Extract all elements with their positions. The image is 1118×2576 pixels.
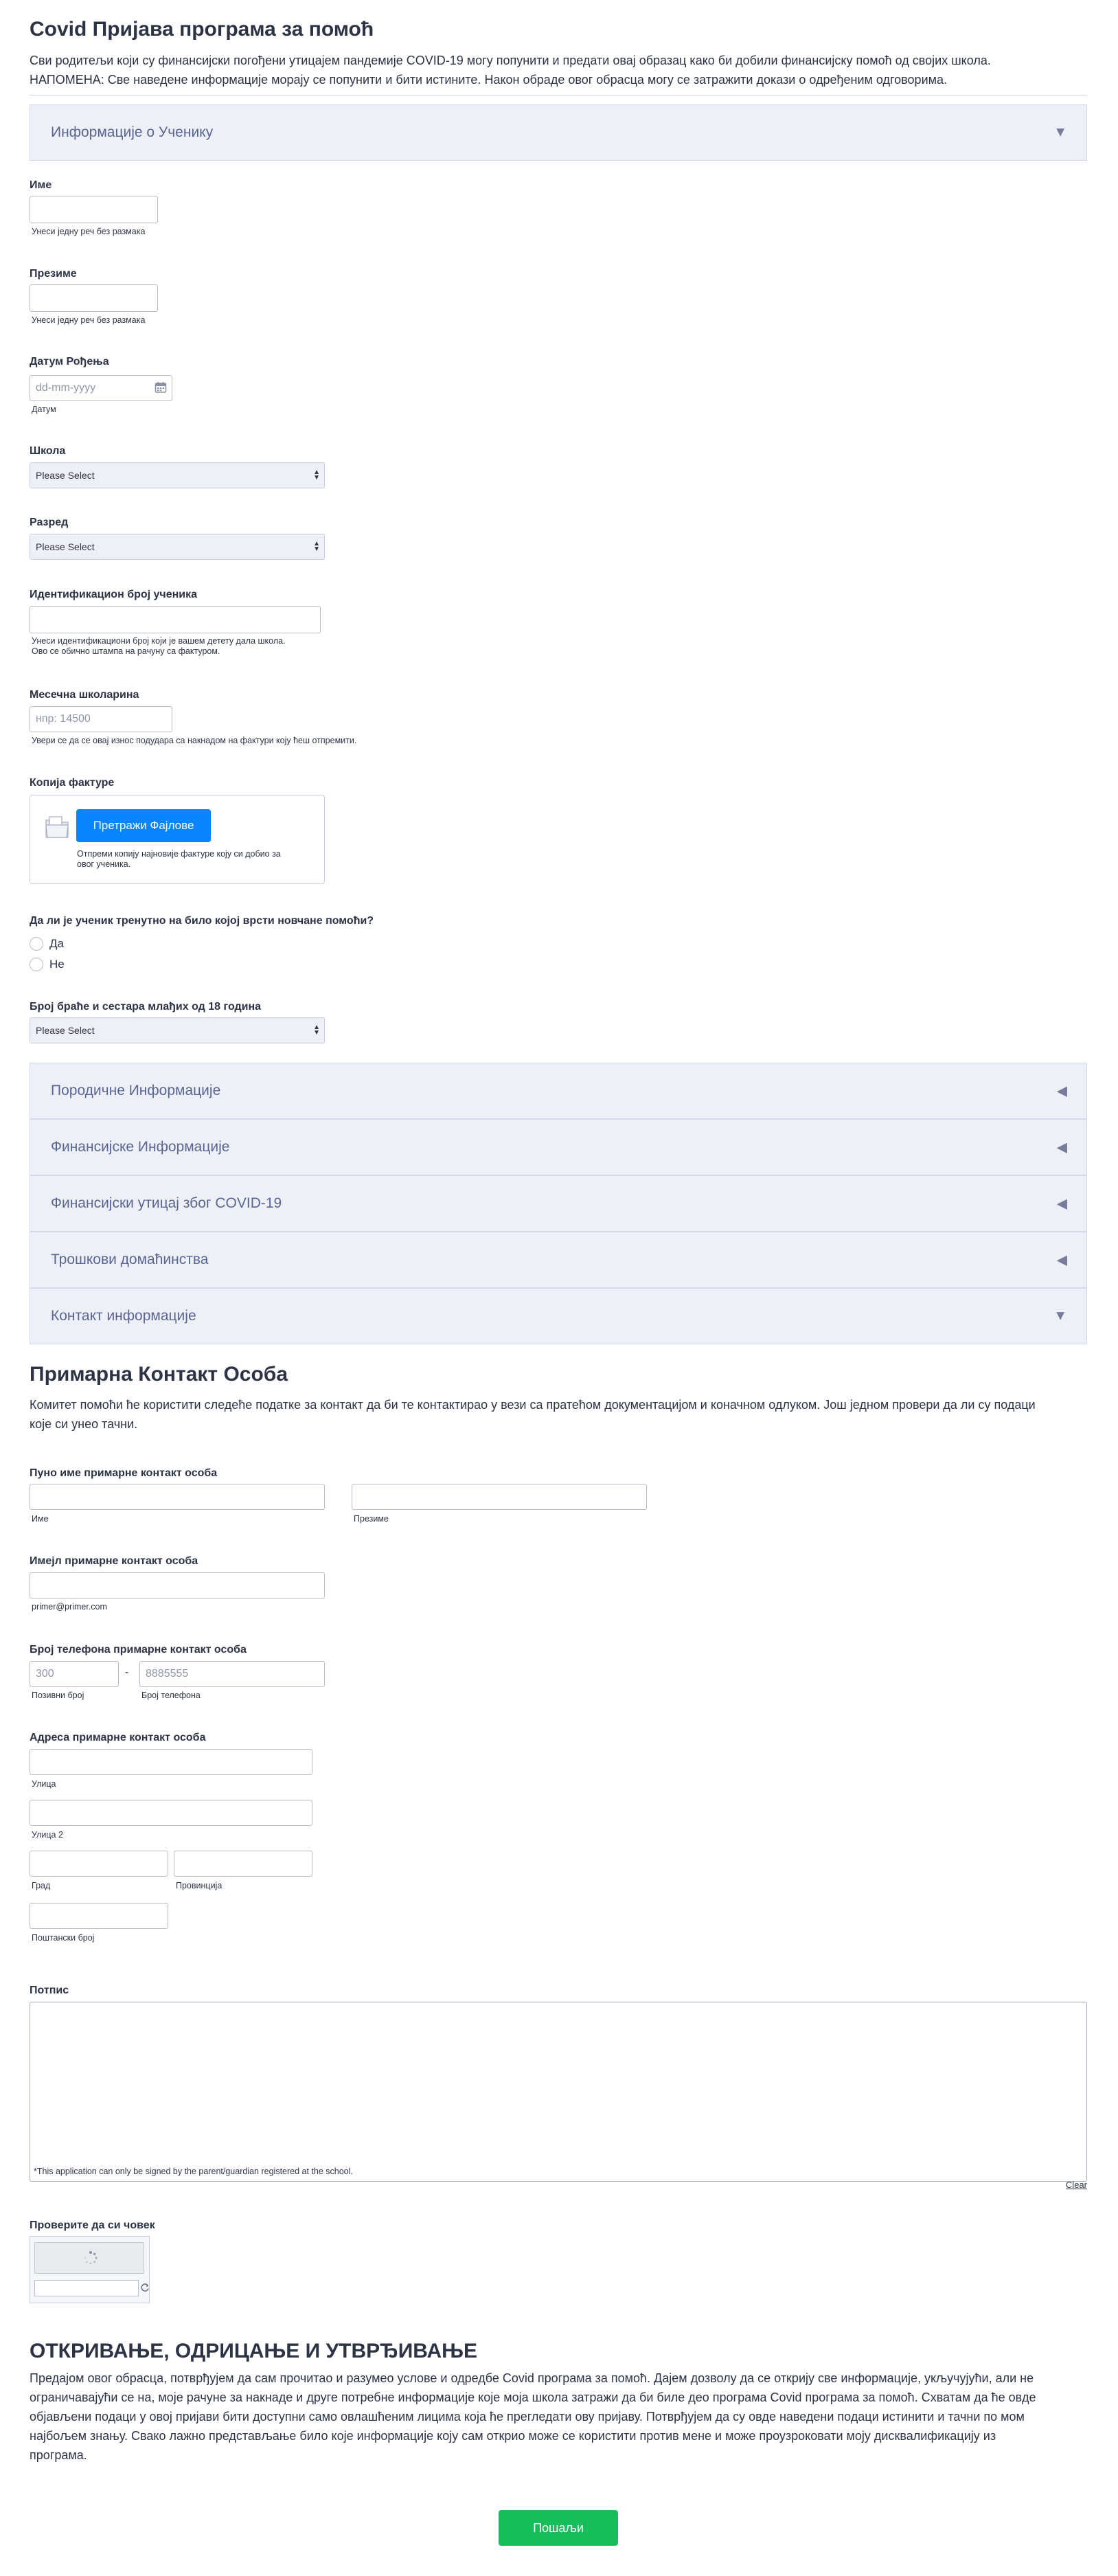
street2-sub: Улица 2	[32, 1830, 63, 1840]
intro-line-1: Сви родитељи који су финансијски погођени утицајем пандемије COVID-19 могу попунити и предати овај образац како би добили финансијску помоћ од својих школа.	[30, 54, 991, 67]
disclosure-line-2: ограничавајући се на, моје рачуне за накнаде и друге потребне информације које моја школа затражи да би биле део програма Covid програма за помоћ. Схватам да ће овде	[30, 2391, 1036, 2404]
loading-spinner-icon	[83, 2250, 98, 2269]
disclosure-line-1: Предајом овог обрасца, потврђујем да сам прочитао и разумео услове и одредбе Covid програма за помоћ. Дајем дозволу да се открију све информације, укључујући, али не	[30, 2371, 1034, 2385]
phone-label: Број телефона примарне контакт особа	[30, 1644, 247, 1656]
zip-sub: Поштански број	[32, 1933, 95, 1943]
captcha-box[interactable]	[30, 2236, 150, 2303]
aid-no-label[interactable]: Не	[49, 958, 65, 971]
disclosure-text	[30, 2369, 1101, 2465]
city-input[interactable]	[30, 1851, 168, 1877]
school-label: Школа	[30, 445, 66, 457]
section-family-label: Породичне Информације	[51, 1083, 221, 1098]
aid-label: Да ли је ученик тренутно на било којој врсти новчане помоћи?	[30, 915, 374, 927]
student-id-sub	[32, 636, 286, 657]
province-sub: Провинција	[176, 1881, 223, 1890]
chevron-left-icon: ◀	[1056, 1140, 1067, 1155]
email-input[interactable]	[30, 1572, 325, 1598]
aid-yes-label[interactable]: Да	[49, 937, 64, 950]
phone-dash: -	[125, 1667, 129, 1678]
grade-select-value: Please Select	[36, 541, 95, 552]
section-family-info[interactable]	[30, 1063, 1087, 1119]
clear-signature-link[interactable]: Clear	[1065, 2180, 1087, 2190]
tuition-sub: Увери се да се овај износ подудара са накнадом на фактури коју ћеш отпремити.	[32, 736, 357, 745]
school-select-value: Please Select	[36, 470, 95, 481]
section-contact-label: Контакт информације	[51, 1308, 196, 1324]
signature-pad[interactable]	[30, 2002, 1087, 2182]
grade-select[interactable]	[30, 534, 325, 560]
address-label: Адреса примарне контакт особа	[30, 1732, 206, 1743]
contact-heading: Примарна Контакт Особа	[30, 1363, 288, 1386]
chevron-left-icon: ◀	[1056, 1196, 1067, 1212]
invoice-sub	[77, 849, 281, 870]
email-label: Имејл примарне контакт особа	[30, 1555, 198, 1567]
phone-number-placeholder: 8885555	[146, 1668, 189, 1680]
section-covid-impact[interactable]	[30, 1175, 1087, 1232]
fullname-label: Пуно име примарне контакт особа	[30, 1467, 218, 1479]
contact-last-name-input[interactable]	[352, 1484, 647, 1510]
dob-label: Датум Рођења	[30, 356, 109, 368]
aid-no-radio[interactable]	[30, 958, 43, 971]
captcha-image	[34, 2242, 144, 2274]
school-select[interactable]	[30, 462, 325, 488]
province-input[interactable]	[174, 1851, 312, 1877]
refresh-icon[interactable]	[141, 2282, 150, 2296]
last-name-input[interactable]	[30, 284, 158, 312]
section-student-label: Информације о Ученику	[51, 124, 214, 140]
first-name-label: Име	[30, 179, 52, 191]
select-arrows-icon: ▲ ▼	[313, 1024, 320, 1037]
disclosure-line-3: објављени подаци у овој пријави бити доступни само овлашћеним лицима која ће прегледати ову пријаву. Потврђујем да су овде наведени подаци истинити и тачни по мом	[30, 2410, 1025, 2424]
select-arrows-icon: ▲ ▼	[313, 468, 320, 482]
submit-button[interactable]: Пошаљи	[499, 2510, 618, 2546]
disclosure-line-4: најбољем знању. Свако лажно представљање било које информације коју сам открио може се користити против мене и може проузроковати моју дисквалификацију из	[30, 2429, 996, 2443]
student-id-sub-line-1: Унеси идентификациони број који је вашем детету дала школа.	[32, 636, 286, 646]
first-name-sub: Унеси једну реч без размака	[32, 227, 146, 236]
page-title: Covid Пријава програма за помоћ	[30, 18, 374, 41]
select-arrows-icon: ▲ ▼	[313, 540, 320, 553]
first-name-input[interactable]	[30, 196, 158, 223]
signature-note: *This application can only be signed by the parent/guardian registered at the school.	[34, 2167, 353, 2176]
section-household-label: Трошкови домаћинства	[51, 1252, 209, 1267]
section-student-info[interactable]	[30, 104, 1087, 161]
siblings-label: Број браће и сестара млађих од 18 година	[30, 1001, 262, 1013]
area-code-placeholder: 300	[36, 1668, 54, 1680]
contact-intro: Комитет помоћи ће користити следеће податке за контакт да би те контактирао у вези са пратећом документацијом и коначном одлуком. Још једном провери да ли су подаци које си унео тачни.	[30, 1398, 1036, 1431]
tuition-label: Месечна школарина	[30, 689, 139, 701]
disclosure-line-5: програма.	[30, 2448, 87, 2462]
grade-label: Разред	[30, 517, 69, 528]
disclosure-heading: ОТКРИВАЊЕ, ОДРИЦАЊЕ И УТВРЂИВАЊЕ	[30, 2340, 478, 2362]
captcha-label: Проверите да си човек	[30, 2219, 155, 2231]
zip-input[interactable]	[30, 1903, 168, 1929]
chevron-down-icon: ▼	[1053, 124, 1067, 140]
section-financial-info[interactable]	[30, 1119, 1087, 1175]
contact-last-name-sub: Презиме	[354, 1514, 389, 1524]
student-id-sub-line-2: Ово се обично штампа на рачуну са фактуром.	[32, 646, 220, 656]
section-contact-info[interactable]	[30, 1288, 1087, 1344]
dob-placeholder: dd-mm-yyyy	[36, 382, 96, 394]
email-sub: primer@primer.com	[32, 1602, 107, 1612]
calendar-icon[interactable]	[155, 381, 167, 394]
tuition-input[interactable]	[30, 706, 172, 732]
aid-yes-radio[interactable]	[30, 937, 43, 951]
dob-sub: Датум	[32, 405, 56, 414]
signature-label: Потпис	[30, 1985, 69, 1996]
siblings-select[interactable]	[30, 1017, 325, 1043]
file-upload-area[interactable]	[30, 795, 325, 884]
student-id-label: Идентификацион број ученика	[30, 589, 197, 600]
section-household-costs[interactable]	[30, 1232, 1087, 1288]
street2-input[interactable]	[30, 1800, 312, 1826]
chevron-left-icon: ◀	[1056, 1252, 1067, 1268]
folder-icon	[44, 815, 70, 843]
browse-files-button[interactable]: Претражи Фајлове	[76, 809, 211, 842]
captcha-input[interactable]	[34, 2280, 139, 2296]
phone-number-sub: Број телефона	[141, 1691, 201, 1700]
siblings-select-value: Please Select	[36, 1025, 95, 1036]
chevron-left-icon: ◀	[1056, 1083, 1067, 1099]
city-sub: Град	[32, 1881, 51, 1890]
last-name-sub: Унеси једну реч без размака	[32, 315, 146, 325]
contact-first-name-input[interactable]	[30, 1484, 325, 1510]
section-financial-label: Финансијске Информације	[51, 1139, 230, 1155]
area-code-input[interactable]	[30, 1661, 119, 1687]
invoice-sub-line-2: овог ученика.	[77, 859, 131, 869]
section-covid-label: Финансијски утицај због COVID-19	[51, 1195, 282, 1211]
intro-line-2: НАПОМЕНА: Све наведене информације морају се попунити и бити истините. Након обраде овог обрасца могу се затражити докази о одређеним одговорима.	[30, 73, 948, 87]
dob-input[interactable]	[30, 375, 172, 401]
area-code-sub: Позивни број	[32, 1691, 84, 1700]
street-sub: Улица	[32, 1779, 56, 1789]
contact-first-name-sub: Име	[32, 1514, 49, 1524]
invoice-label: Копија фактуре	[30, 777, 115, 789]
intro-text	[30, 51, 1101, 89]
chevron-down-icon: ▼	[1053, 1308, 1067, 1324]
last-name-label: Презиме	[30, 268, 77, 280]
tuition-placeholder: нпр: 14500	[36, 713, 91, 725]
invoice-sub-line-1: Отпреми копију најновије фактуре коју си добио за	[77, 849, 281, 859]
street-input[interactable]	[30, 1749, 312, 1775]
phone-number-input[interactable]	[139, 1661, 325, 1687]
student-id-input[interactable]	[30, 606, 321, 633]
